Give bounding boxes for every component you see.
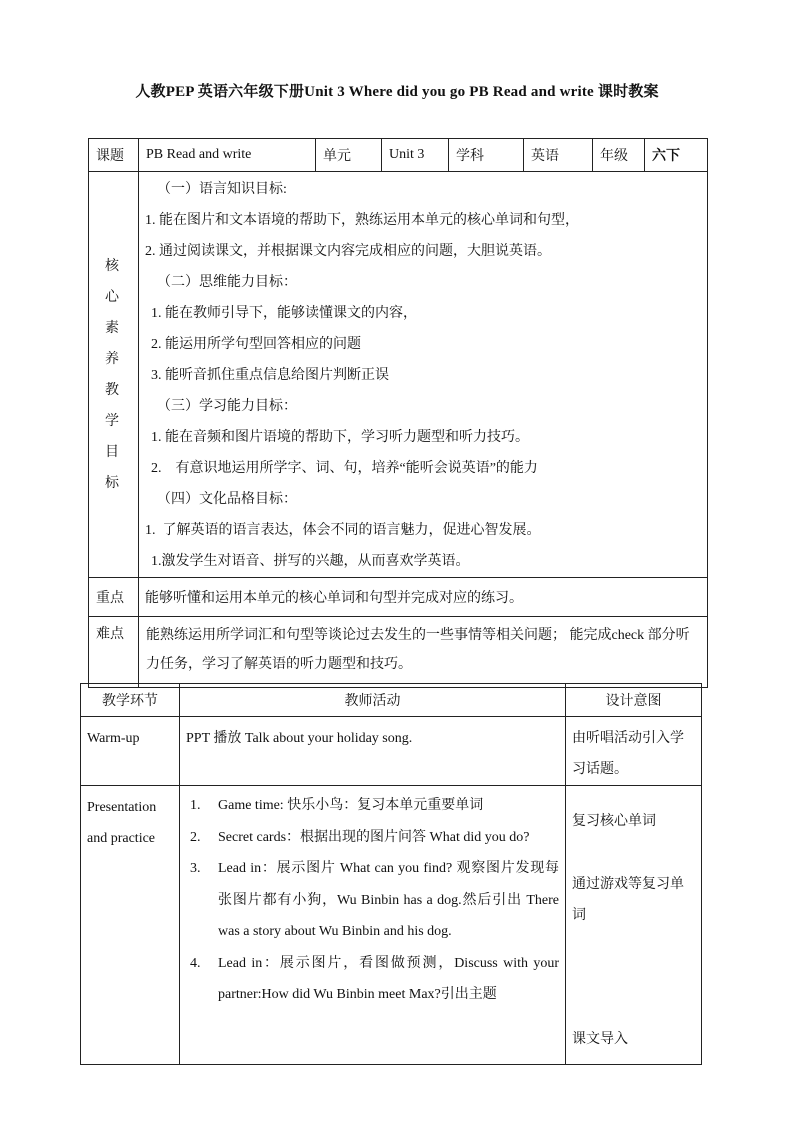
process-header-phase: 教学环节 bbox=[81, 684, 180, 717]
objectives-label-line: 核心 bbox=[105, 258, 128, 305]
activity-number: 4. bbox=[190, 955, 201, 971]
objective-heading: （一）语言知识目标: bbox=[157, 182, 287, 197]
presentation-activities bbox=[180, 786, 566, 1065]
objective-item: 1.激发学生对语音、拼写的兴趣，从而喜欢学英语。 bbox=[151, 554, 470, 569]
topic-value: PB Read and write bbox=[139, 139, 316, 172]
warmup-activity: PPT 播放 Talk about your holiday song. bbox=[180, 717, 566, 786]
teaching-process-table bbox=[80, 683, 702, 1065]
objective-item: 2. 能运用所学句型回答相应的问题 bbox=[151, 337, 361, 352]
difficulty-text: 能熟练运用所学词汇和句型等谈论过去发生的一些事情等相关问题； 能完成check 部分听力任务，学习了解英语的听力题型和技巧。 bbox=[139, 617, 708, 688]
intent-item: 复习核心单词 bbox=[572, 814, 656, 829]
warmup-row bbox=[81, 717, 702, 786]
objectives-label-line: 目标 bbox=[105, 444, 128, 491]
activity-number: 2. bbox=[190, 829, 201, 845]
intent-item: 课文导入 bbox=[572, 1032, 628, 1047]
key-point-label: 重点 bbox=[89, 578, 139, 617]
objectives-label bbox=[89, 172, 139, 578]
difficulty-row bbox=[89, 617, 708, 688]
difficulty-label: 难点 bbox=[89, 617, 139, 688]
objective-item: 1. 能在图片和文本语境的帮助下，熟练运用本单元的核心单词和句型， bbox=[145, 213, 579, 228]
process-header-activity: 教师活动 bbox=[180, 684, 566, 717]
warmup-phase: Warm-up bbox=[81, 717, 180, 786]
objective-item: 2. 有意识地运用所学字、词、句，培养“能听会说英语”的能力 bbox=[151, 461, 538, 476]
process-header-intent: 设计意图 bbox=[566, 684, 702, 717]
activity-item bbox=[186, 948, 559, 1011]
intent-item: 通过游戏等复习单词 bbox=[572, 877, 684, 923]
unit-label: 单元 bbox=[316, 139, 382, 172]
activity-text: Game time: 快乐小鸟：复习本单元重要单词 bbox=[218, 798, 484, 813]
lesson-info-table bbox=[88, 138, 708, 688]
grade-label: 年级 bbox=[593, 139, 645, 172]
activity-number: 1. bbox=[190, 798, 201, 813]
objective-item: 2. 通过阅读课文，并根据课文内容完成相应的问题，大胆说英语。 bbox=[145, 244, 551, 259]
activity-text: Secret cards：根据出现的图片问答 What did you do? bbox=[218, 829, 530, 845]
presentation-row bbox=[81, 786, 702, 1065]
grade-value: 六下 bbox=[645, 139, 708, 172]
header-row bbox=[89, 139, 708, 172]
objective-item: 1. 能在音频和图片语境的帮助下，学习听力题型和听力技巧。 bbox=[151, 430, 529, 445]
presentation-intents bbox=[566, 786, 702, 1065]
objective-item: 1. 了解英语的语言表达，体会不同的语言魅力，促进心智发展。 bbox=[145, 523, 541, 538]
objectives-label-line: 教学 bbox=[105, 382, 128, 429]
objective-heading: （四）文化品格目标： bbox=[157, 492, 297, 507]
objective-heading: （三）学习能力目标： bbox=[157, 399, 297, 414]
activity-text: Lead in：展示图片 What can you find? 观察图片发现每张图片都有小狗，Wu Binbin has a dog.然后引出 There was a story about Wu Binbin and his dog. bbox=[218, 861, 559, 939]
process-header-row bbox=[81, 684, 702, 717]
subject-label: 学科 bbox=[449, 139, 524, 172]
activity-item bbox=[186, 822, 559, 854]
key-point-row bbox=[89, 578, 708, 617]
objective-item: 3. 能听音抓住重点信息给图片判断正误 bbox=[151, 368, 389, 383]
objectives-label-line: 素养 bbox=[105, 320, 128, 367]
activity-item bbox=[186, 790, 559, 822]
unit-value: Unit 3 bbox=[382, 139, 449, 172]
key-point-text: 能够听懂和运用本单元的核心单词和句型并完成对应的练习。 bbox=[139, 578, 708, 617]
subject-value: 英语 bbox=[524, 139, 593, 172]
objective-heading: （二）思维能力目标： bbox=[157, 275, 297, 290]
topic-label: 课题 bbox=[89, 139, 139, 172]
presentation-phase: Presentation and practice bbox=[81, 786, 180, 1065]
objectives-content bbox=[139, 172, 708, 578]
activity-text: Lead in：展示图片，看图做预测，Discuss with your partner:How did Wu Binbin meet Max?引出主题 bbox=[218, 955, 559, 1002]
document-title: 人教PEP 英语六年级下册Unit 3 Where did you go PB Read and write 课时教案 bbox=[135, 84, 659, 100]
activity-item bbox=[186, 853, 559, 948]
objective-item: 1. 能在教师引导下，能够读懂课文的内容， bbox=[151, 306, 417, 321]
objectives-row bbox=[89, 172, 708, 578]
activity-number: 3. bbox=[190, 861, 201, 876]
warmup-intent: 由听唱活动引入学习话题。 bbox=[566, 717, 702, 786]
